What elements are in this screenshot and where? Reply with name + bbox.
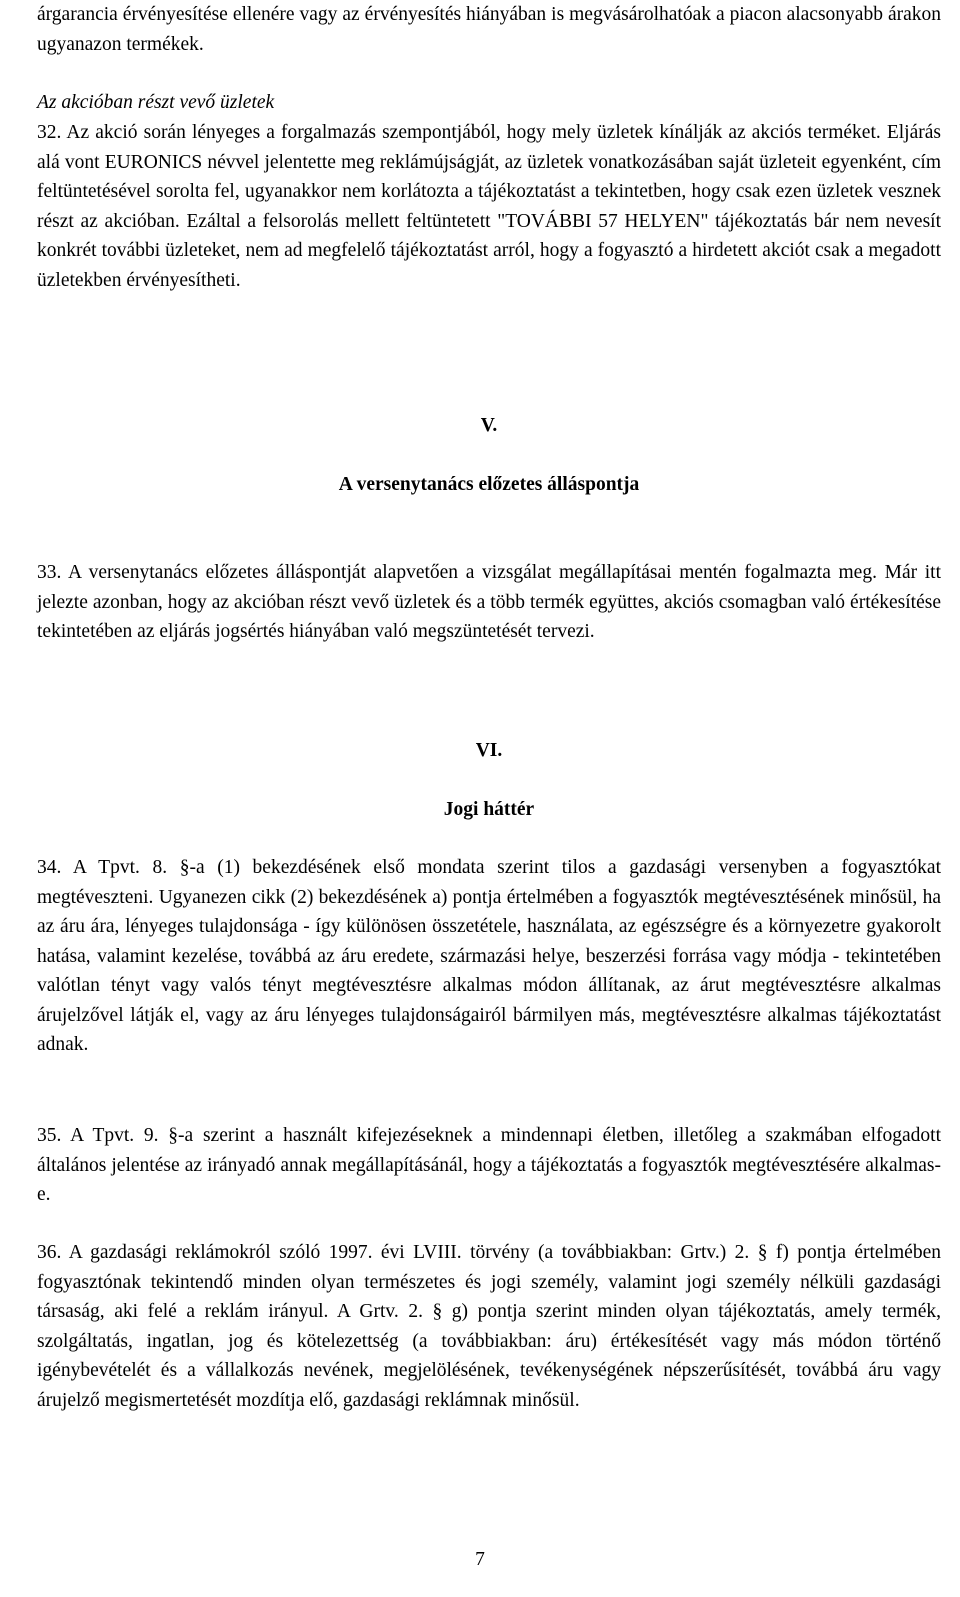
section-title: A versenytanács előzetes álláspontja — [338, 474, 640, 495]
paragraph-number: 32. — [37, 122, 62, 143]
section-vi-title — [37, 795, 941, 825]
section-v-title — [37, 470, 941, 500]
paragraph-33 — [37, 558, 941, 647]
paragraph-34 — [37, 853, 941, 1060]
section-title: Jogi háttér — [443, 799, 535, 820]
section-v-heading — [37, 411, 941, 441]
paragraph-number: 36. — [37, 1242, 62, 1263]
paragraph-36 — [37, 1238, 941, 1415]
subheading: Az akcióban részt vevő üzletek — [37, 92, 275, 113]
paragraph-text: A gazdasági reklámokról szóló 1997. évi LVIII. törvény (a továbbiakban: Grtv.) 2. § f) pontja értelmében fogyasztónak tekintendő minden olyan természetes és jogi személy, valamint jogi személy nélküli gazdasági társaság, aki felé a reklám irányul. A Grtv. 2. § g) pontja szerint minden olyan tájékoztatás, amely termék, szolgáltatás, ingatlan, jog és kötelezettség (a továbbiakban: áru) értékesítését vagy más módon történő igénybevételét és a vállalkozás nevének, megjelölésének, tevékenységének népszerűsítését, továbbá áru vagy árujelző megismertetését mozdítja elő, gazdasági reklámnak minősül. — [37, 1242, 941, 1411]
section-vi-heading — [37, 736, 941, 766]
section-number: VI. — [475, 740, 503, 761]
paragraph-35 — [37, 1121, 941, 1210]
paragraph-number: 33. — [37, 562, 62, 583]
paragraph-text: A Tpvt. 9. §-a szerint a használt kifejezéseknek a mindennapi életben, illetőleg a szakmában elfogadott általános jelentése az irányadó annak megállapításánál, hogy a tájékoztatás a fogyasztók megtévesztésére alkalmas-e. — [37, 1125, 941, 1205]
paragraph-number: 35. — [37, 1125, 62, 1146]
section-number: V. — [480, 415, 498, 436]
paragraph-32 — [37, 118, 941, 295]
paragraph-text: A Tpvt. 8. §-a (1) bekezdésének első mondata szerint tilos a gazdasági versenyben a fogyasztókat megtéveszteni. Ugyanezen cikk (2) bekezdésének a) pontja értelmében a fogyasztók megtévesztésének minősül, ha az áru ára, lényeges tulajdonsága - így különösen összetétele, használata, az egészségre és a környezetre gyakorolt hatása, valamint kezelése, továbbá az áru eredete, származási helye, beszerzési forrása vagy módja - tekintetében valótlan tényt vagy valós tényt megtévesztésre alkalmas módon állítanak, az árut megtévesztésre alkalmas árujelzővel látják el, vagy az áru lényeges tulajdonságairól bármilyen más, megtévesztésre alkalmas tájékoztatást adnak. — [37, 857, 941, 1055]
page-number: 7 — [475, 1549, 485, 1570]
intro-paragraph: árgarancia érvényesítése ellenére vagy az érvényesítés hiányában is megvásárolhatóak a piacon alacsonyabb árakon ugyanazon termékek. — [37, 4, 941, 55]
paragraph-text: A versenytanács előzetes álláspontját alapvetően a vizsgálat megállapításai mentén fogalmazta meg. Már itt jelezte azonban, hogy az akcióban részt vevő üzletek és a több termék együttes, akciós csomagban való értékesítése tekintetében az eljárás jogsértés hiányában való megszüntetését tervezi. — [37, 562, 941, 642]
paragraph-text: Az akció során lényeges a forgalmazás szempontjából, hogy mely üzletek kínálják az akciós terméket. Eljárás alá vont EURONICS névvel jelentette meg reklámújságját, az üzletek vonatkozásában saját üzleteit egyenként, cím feltüntetésével sorolta fel, ugyanakkor nem korlátozta a tájékoztatást a tekintetben, hogy csak ezen üzletek vesznek részt az akcióban. Ezáltal a felsorolás mellett feltüntetett "TOVÁBBI 57 HELYEN" tájékoztatás bár nem nevesít konkrét további üzleteket, nem ad megfelelő tájékoztatást arról, hogy a fogyasztó a hirdetett akciót csak a megadott üzletekben érvényesítheti. — [37, 122, 941, 291]
paragraph-number: 34. — [37, 857, 62, 878]
